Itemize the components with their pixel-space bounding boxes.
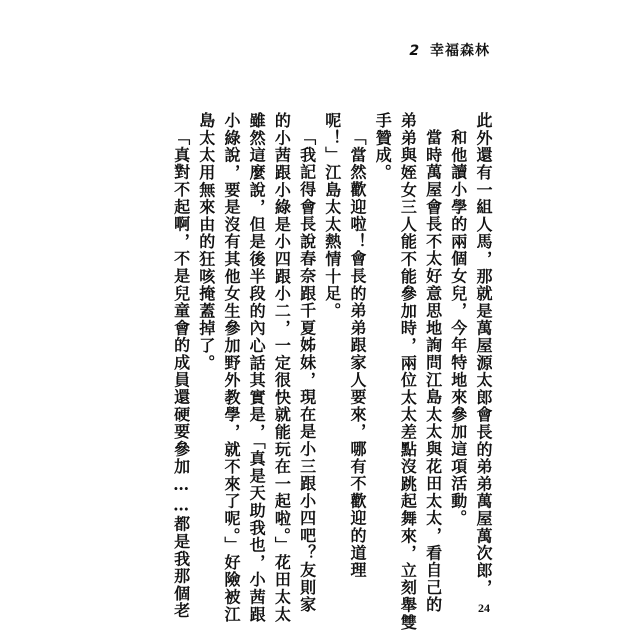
chapter-number: 2 (409, 43, 421, 59)
text-line: 呢！」江島太太熱情十足。 (322, 112, 342, 320)
text-line: 小綠說，要是沒有其他女生參加野外教學，就不來了呢。」好險被江 (221, 112, 241, 623)
page-number: 24 (478, 601, 490, 615)
text-line: 和他讀小學的兩個女兒，今年特地來參加這項活動。 (448, 129, 468, 527)
text-line: 「我記得會長說春奈跟千夏姊妹，現在是小三跟小四吧？友則家 (297, 129, 317, 614)
text-line: 的小茜跟小綠是小四跟小二，一定很快就能玩在一起啦。」花田太太 (272, 112, 292, 623)
text-line: 弟弟與姪女三人能不能參加時，兩位太太差點沒跳起舞來，立刻舉雙 (398, 112, 418, 631)
running-header (409, 40, 490, 60)
text-line: 手贊成。 (373, 112, 393, 182)
text-line: 「真對不起啊，不是兒童會的成員還硬要參加……都是我那個老 (171, 129, 191, 620)
text-line: 當時萬屋會長不太好意思地詢問江島太太與花田太太，看自己的 (423, 129, 443, 614)
text-line: 島太太用無來由的狂咳掩蓋掉了。 (196, 112, 216, 372)
text-line: 此外還有一組人馬，那就是萬屋源太郎會長的弟弟萬屋萬次郎， (474, 112, 493, 597)
text-line: 「當然歡迎啦！會長的弟弟跟家人要來，哪有不歡迎的道理 (347, 129, 367, 579)
text-line: 雖然這麼說，但是後半段的內心話其實是，「真是天助我也，小茜跟 (247, 112, 267, 623)
chapter-title: 幸福森林 (430, 43, 490, 59)
